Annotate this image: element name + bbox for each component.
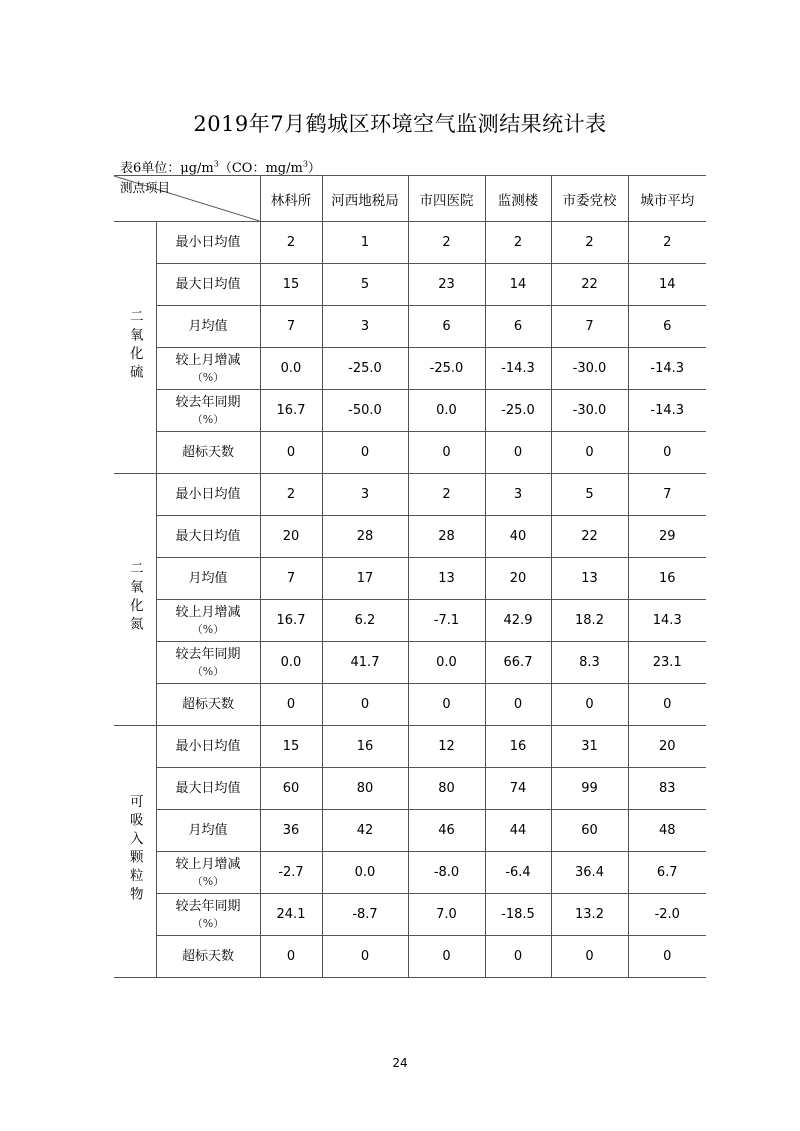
value-cell: 0	[408, 684, 485, 726]
metric-name: 较去年同期	[175, 898, 241, 914]
value-cell: 23	[408, 264, 485, 306]
value-cell: 0	[485, 936, 551, 978]
value-cell: 14	[628, 264, 706, 306]
diagonal-label: 测点项目	[120, 180, 171, 195]
value-cell: 13	[551, 558, 628, 600]
page-number: 24	[392, 1056, 408, 1070]
value-cell: 0.0	[322, 852, 408, 894]
value-cell: 99	[551, 768, 628, 810]
table-row	[114, 852, 706, 894]
metric-label	[156, 516, 260, 558]
value-cell: -8.0	[408, 852, 485, 894]
value-cell: 5	[551, 474, 628, 516]
metric-unit: （%）	[191, 916, 225, 930]
unit-suffix: ）	[307, 161, 321, 176]
table-row	[114, 558, 706, 600]
value-cell: 60	[551, 810, 628, 852]
value-cell: -25.0	[322, 348, 408, 390]
metric-name: 月均值	[188, 823, 228, 838]
value-cell: 24.1	[260, 894, 322, 936]
value-cell: 36.4	[551, 852, 628, 894]
table-row	[114, 894, 706, 936]
value-cell: 13	[408, 558, 485, 600]
value-cell: 0	[551, 936, 628, 978]
value-cell: 20	[628, 726, 706, 768]
unit-co: （CO：mg/m	[218, 161, 303, 176]
value-cell: 12	[408, 726, 485, 768]
value-cell: 23.1	[628, 642, 706, 684]
value-cell: 28	[408, 516, 485, 558]
value-cell: 60	[260, 768, 322, 810]
value-cell: 6	[485, 306, 551, 348]
value-cell: 2	[260, 474, 322, 516]
value-cell: -14.3	[628, 348, 706, 390]
value-cell: 2	[408, 474, 485, 516]
value-cell: 16	[322, 726, 408, 768]
value-cell: 40	[485, 516, 551, 558]
metric-name: 月均值	[188, 319, 228, 334]
table-unit-caption	[120, 157, 321, 176]
value-cell: 20	[260, 516, 322, 558]
value-cell: 0	[260, 936, 322, 978]
document-title: 2019年7月鹤城区环境空气监测结果统计表	[193, 112, 607, 136]
value-cell: 17	[322, 558, 408, 600]
value-cell: 2	[628, 222, 706, 264]
value-cell: -2.7	[260, 852, 322, 894]
metric-name: 超标天数	[181, 697, 234, 712]
value-cell: 44	[485, 810, 551, 852]
value-cell: 2	[485, 222, 551, 264]
value-cell: -14.3	[628, 390, 706, 432]
value-cell: -8.7	[322, 894, 408, 936]
value-cell: 0	[485, 432, 551, 474]
table-row	[114, 264, 706, 306]
value-cell: -2.0	[628, 894, 706, 936]
pollutant-name: 二氧化氮	[126, 560, 143, 635]
value-cell: 42	[322, 810, 408, 852]
metric-label	[156, 348, 260, 390]
metric-label	[156, 264, 260, 306]
value-cell: 0	[260, 684, 322, 726]
value-cell: -6.4	[485, 852, 551, 894]
pollutant-group-label	[114, 222, 156, 474]
metric-name: 最小日均值	[175, 235, 241, 250]
value-cell: 48	[628, 810, 706, 852]
metric-name: 月均值	[188, 571, 228, 586]
value-cell: 7	[551, 306, 628, 348]
value-cell: 7.0	[408, 894, 485, 936]
value-cell: 36	[260, 810, 322, 852]
pollutant-name: 可吸入颗粒物	[126, 794, 143, 905]
value-cell: 16.7	[260, 390, 322, 432]
value-cell: -25.0	[408, 348, 485, 390]
table-row	[114, 768, 706, 810]
value-cell: 3	[485, 474, 551, 516]
metric-name: 超标天数	[181, 949, 234, 964]
metric-unit: （%）	[191, 664, 225, 678]
air-quality-table	[114, 175, 706, 978]
value-cell: 2	[260, 222, 322, 264]
station-header: 林科所	[260, 176, 322, 222]
metric-label	[156, 600, 260, 642]
value-cell: 2	[551, 222, 628, 264]
pollutant-group-label	[114, 474, 156, 726]
metric-name: 较上月增减	[175, 604, 241, 620]
metric-name: 最大日均值	[175, 277, 241, 292]
value-cell: 15	[260, 264, 322, 306]
value-cell: 0.0	[408, 642, 485, 684]
table-row	[114, 348, 706, 390]
value-cell: 0.0	[260, 642, 322, 684]
value-cell: 15	[260, 726, 322, 768]
value-cell: 16	[485, 726, 551, 768]
value-cell: 29	[628, 516, 706, 558]
value-cell: 0	[628, 432, 706, 474]
metric-unit: （%）	[191, 622, 225, 636]
metric-unit: （%）	[191, 412, 225, 426]
value-cell: 0.0	[408, 390, 485, 432]
value-cell: -7.1	[408, 600, 485, 642]
value-cell: 0	[628, 936, 706, 978]
metric-label	[156, 306, 260, 348]
metric-label	[156, 432, 260, 474]
station-header: 城市平均	[628, 176, 706, 222]
table-row	[114, 726, 706, 768]
table-row	[114, 432, 706, 474]
metric-name: 较去年同期	[175, 394, 241, 410]
metric-name: 较上月增减	[175, 856, 241, 872]
header-row	[114, 176, 706, 222]
station-header: 市四医院	[408, 176, 485, 222]
value-cell: 3	[322, 306, 408, 348]
value-cell: -18.5	[485, 894, 551, 936]
value-cell: 2	[408, 222, 485, 264]
table-row	[114, 222, 706, 264]
value-cell: -14.3	[485, 348, 551, 390]
table-row	[114, 810, 706, 852]
table-row	[114, 936, 706, 978]
metric-label	[156, 936, 260, 978]
value-cell: 80	[408, 768, 485, 810]
metric-label	[156, 684, 260, 726]
value-cell: 0	[408, 936, 485, 978]
metric-name: 最小日均值	[175, 487, 241, 502]
station-header: 河西地税局	[322, 176, 408, 222]
metric-label	[156, 768, 260, 810]
metric-label	[156, 642, 260, 684]
metric-name: 最大日均值	[175, 529, 241, 544]
value-cell: -30.0	[551, 390, 628, 432]
value-cell: 74	[485, 768, 551, 810]
value-cell: 6.2	[322, 600, 408, 642]
value-cell: 7	[260, 558, 322, 600]
value-cell: 0	[485, 684, 551, 726]
table-row	[114, 642, 706, 684]
value-cell: 3	[322, 474, 408, 516]
value-cell: 0	[322, 936, 408, 978]
diagonal-header-cell	[114, 176, 260, 222]
value-cell: 41.7	[322, 642, 408, 684]
table-row	[114, 474, 706, 516]
value-cell: 46	[408, 810, 485, 852]
table-row	[114, 516, 706, 558]
value-cell: 22	[551, 516, 628, 558]
value-cell: 18.2	[551, 600, 628, 642]
value-cell: 16.7	[260, 600, 322, 642]
pollutant-name: 二氧化硫	[126, 308, 143, 383]
value-cell: 0	[551, 432, 628, 474]
value-cell: 0	[408, 432, 485, 474]
unit-exponent: 3	[213, 159, 219, 169]
table-row	[114, 390, 706, 432]
metric-label	[156, 558, 260, 600]
value-cell: 6	[628, 306, 706, 348]
metric-label	[156, 390, 260, 432]
station-header: 市委党校	[551, 176, 628, 222]
metric-label	[156, 852, 260, 894]
metric-name: 最大日均值	[175, 781, 241, 796]
metric-label	[156, 474, 260, 516]
value-cell: 6	[408, 306, 485, 348]
value-cell: 0	[322, 684, 408, 726]
value-cell: 0	[322, 432, 408, 474]
value-cell: 0	[551, 684, 628, 726]
value-cell: 6.7	[628, 852, 706, 894]
metric-label	[156, 726, 260, 768]
value-cell: 7	[260, 306, 322, 348]
table-row	[114, 600, 706, 642]
value-cell: 20	[485, 558, 551, 600]
metric-name: 最小日均值	[175, 739, 241, 754]
value-cell: 8.3	[551, 642, 628, 684]
value-cell: 0	[260, 432, 322, 474]
metric-name: 超标天数	[181, 445, 234, 460]
unit-prefix: 表6单位：μg/m	[120, 161, 214, 176]
metric-name: 较去年同期	[175, 646, 241, 662]
table-row	[114, 306, 706, 348]
value-cell: 28	[322, 516, 408, 558]
value-cell: 14.3	[628, 600, 706, 642]
table-body	[114, 222, 706, 978]
metric-label	[156, 810, 260, 852]
metric-label	[156, 894, 260, 936]
station-header: 监测楼	[485, 176, 551, 222]
value-cell: 7	[628, 474, 706, 516]
value-cell: 80	[322, 768, 408, 810]
table-row	[114, 684, 706, 726]
value-cell: 16	[628, 558, 706, 600]
value-cell: -25.0	[485, 390, 551, 432]
value-cell: 14	[485, 264, 551, 306]
value-cell: 42.9	[485, 600, 551, 642]
value-cell: 5	[322, 264, 408, 306]
metric-label	[156, 222, 260, 264]
unit-co-exponent: 3	[302, 159, 308, 169]
value-cell: -30.0	[551, 348, 628, 390]
value-cell: 31	[551, 726, 628, 768]
value-cell: 22	[551, 264, 628, 306]
value-cell: 0.0	[260, 348, 322, 390]
metric-unit: （%）	[191, 370, 225, 384]
value-cell: 66.7	[485, 642, 551, 684]
metric-name: 较上月增减	[175, 352, 241, 368]
pollutant-group-label	[114, 726, 156, 978]
value-cell: 83	[628, 768, 706, 810]
value-cell: 13.2	[551, 894, 628, 936]
value-cell: -50.0	[322, 390, 408, 432]
value-cell: 0	[628, 684, 706, 726]
value-cell: 1	[322, 222, 408, 264]
metric-unit: （%）	[191, 874, 225, 888]
